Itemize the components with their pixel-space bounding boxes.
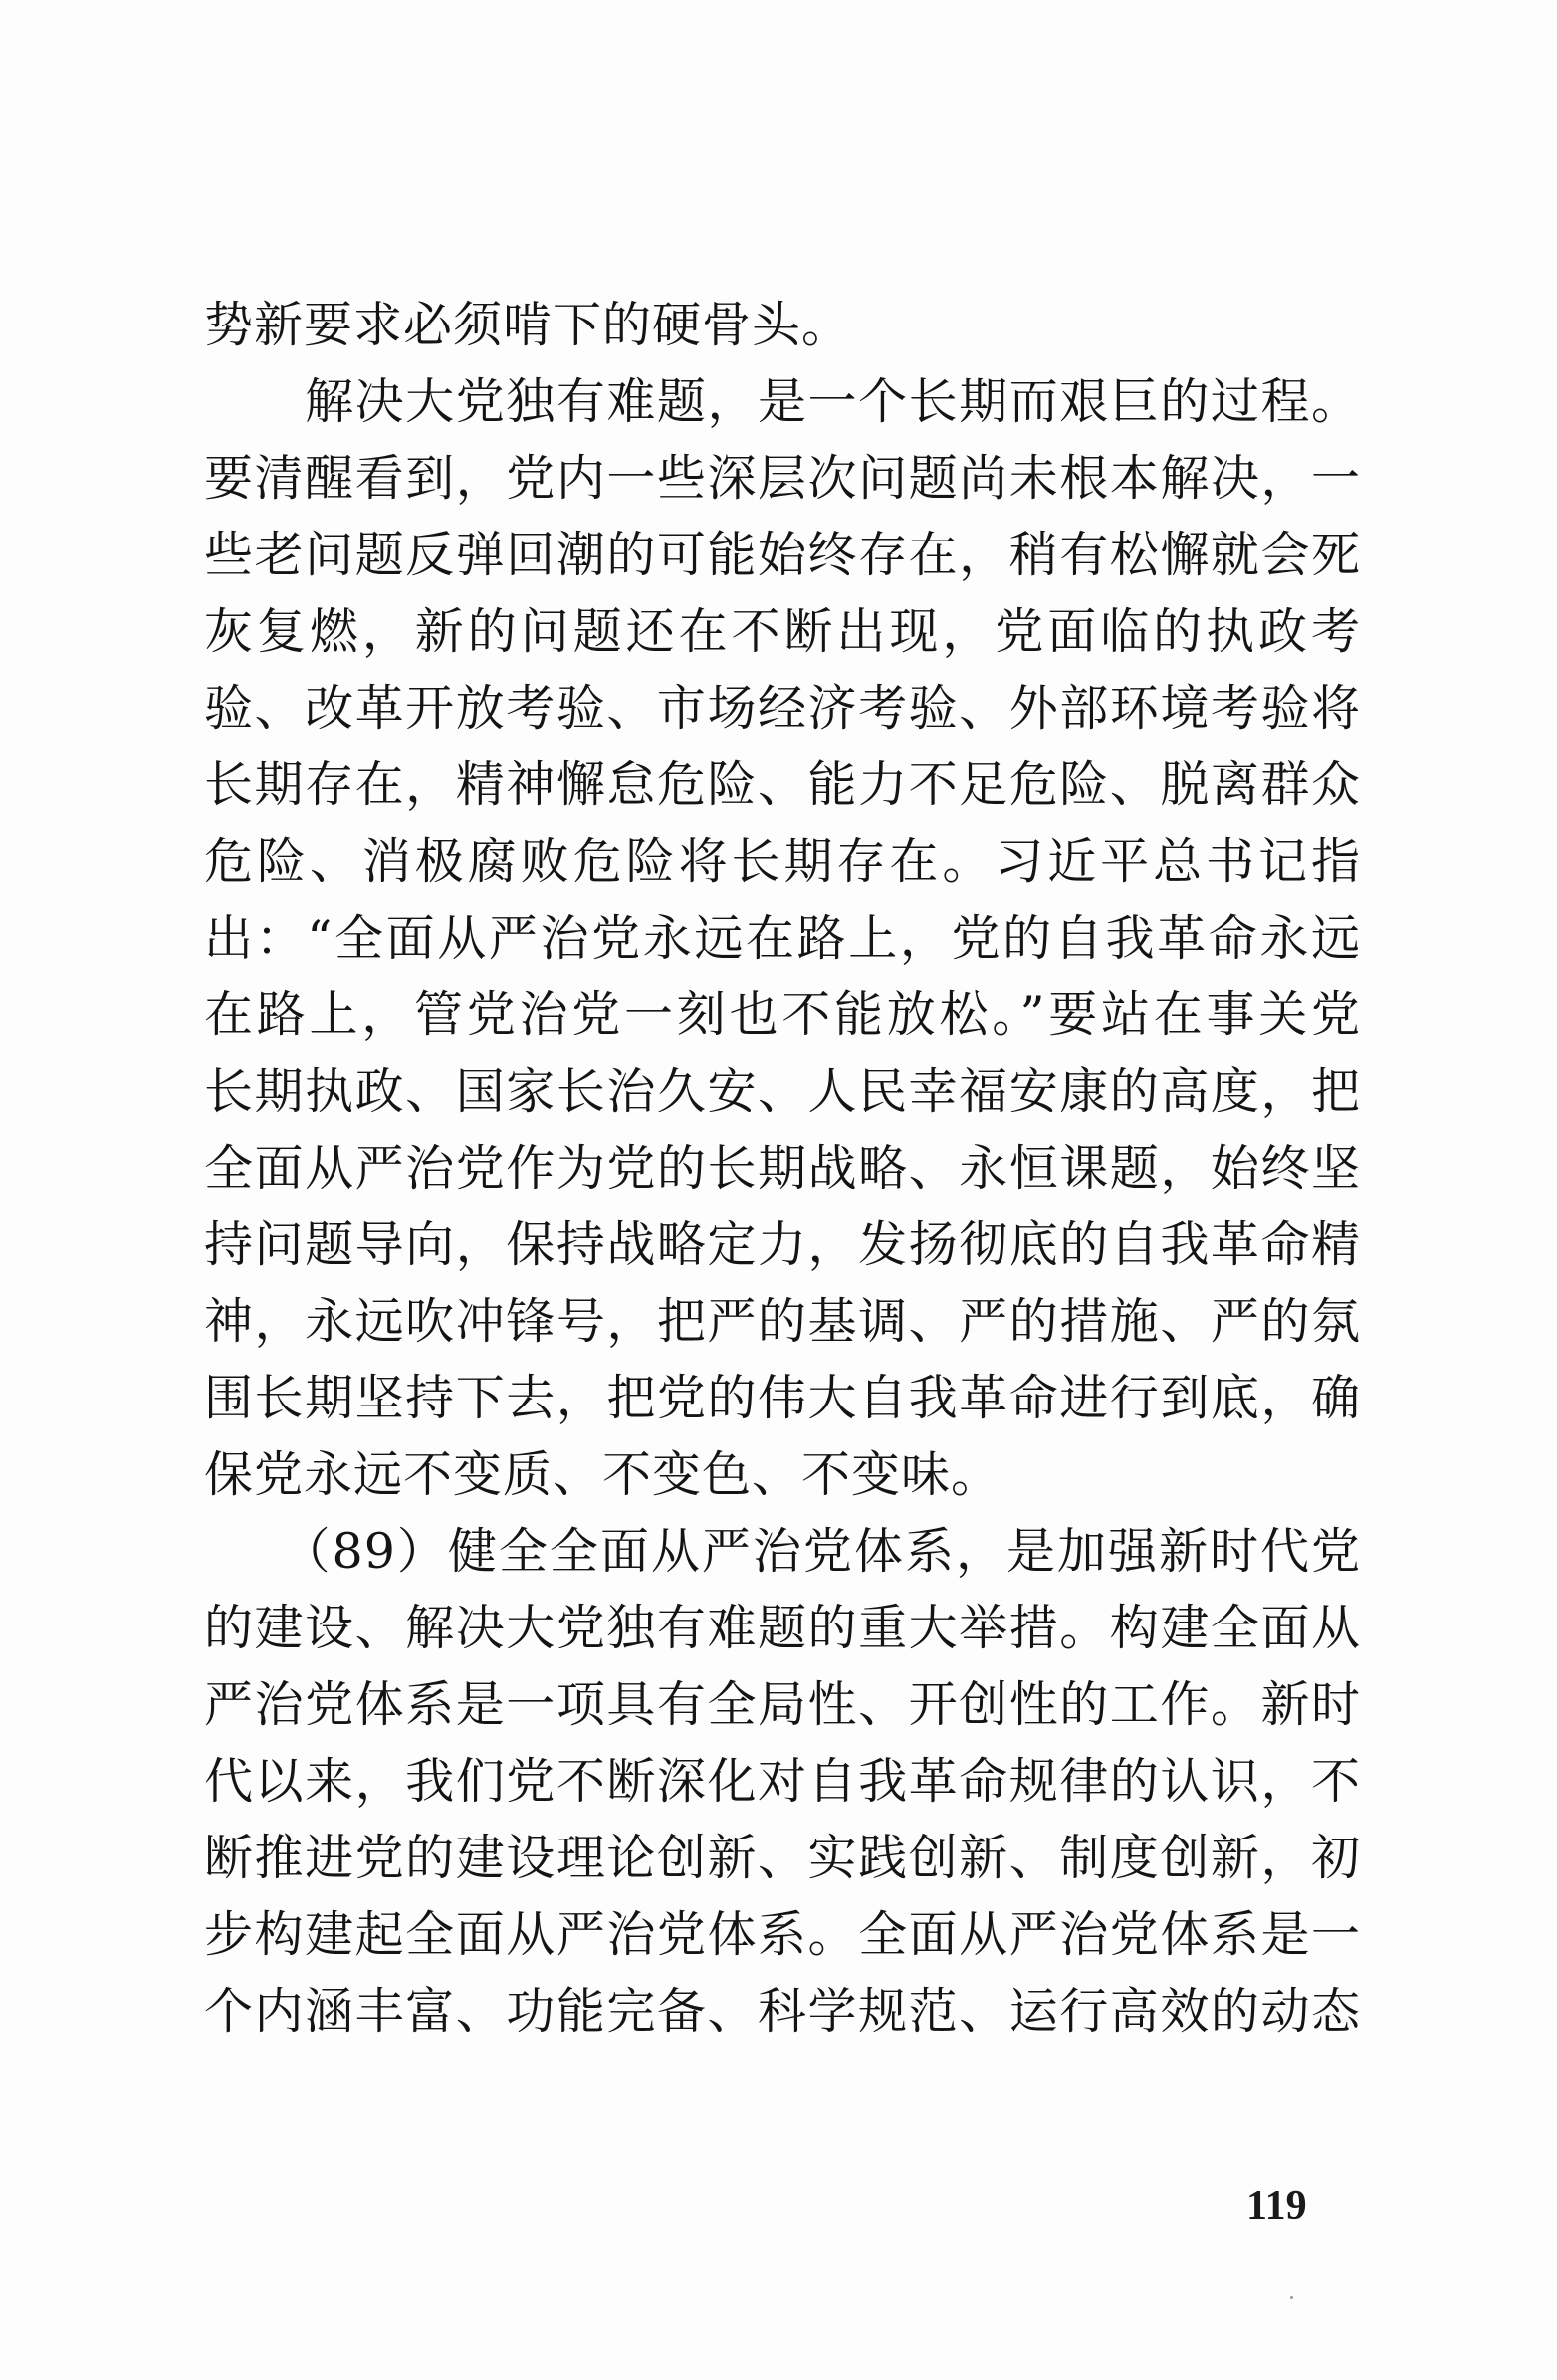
text-line: 势新要求必须啃下的硬骨头。 xyxy=(204,297,852,353)
text-line: 个内涵丰富、功能完备、科学规范、运行高效的动态 xyxy=(204,1983,1361,2040)
text-line: 危险、消极腐败危险将长期存在。习近平总书记指 xyxy=(204,833,1361,890)
text-line: 的建设、解决大党独有难题的重大举措。构建全面从 xyxy=(204,1600,1361,1656)
text-line: 严治党体系是一项具有全局性、开创性的工作。新时 xyxy=(204,1676,1361,1733)
body-text xyxy=(204,287,1361,2050)
text-line: 灰复燃，新的问题还在不断出现，党面临的执政考 xyxy=(204,603,1361,660)
text-line: 保党永远不变质、不变色、不变味。 xyxy=(204,1446,1001,1503)
text-line: 代以来，我们党不断深化对自我革命规律的认识，不 xyxy=(204,1753,1361,1810)
text-line: 围长期坚持下去，把党的伟大自我革命进行到底，确 xyxy=(204,1370,1361,1426)
text-line: 步构建起全面从严治党体系。全面从严治党体系是一 xyxy=(204,1906,1361,1963)
text-line: 出：“全面从严治党永远在路上，党的自我革命永远 xyxy=(204,910,1361,967)
text-line: 些老问题反弹回潮的可能始终存在，稍有松懈就会死 xyxy=(204,527,1361,583)
text-line: 神，永远吹冲锋号，把严的基调、严的措施、严的氛 xyxy=(204,1293,1361,1350)
text-line: 验、改革开放考验、市场经济考验、外部环境考验将 xyxy=(204,680,1361,737)
text-line: 解决大党独有难题，是一个长期而艰巨的过程。 xyxy=(204,373,1361,430)
text-line: 断推进党的建设理论创新、实践创新、制度创新，初 xyxy=(204,1830,1361,1886)
scan-speck xyxy=(1290,2296,1293,2299)
text-line: 在路上，管党治党一刻也不能放松。”要站在事关党 xyxy=(204,986,1361,1043)
text-line: 长期执政、国家长治久安、人民幸福安康的高度，把 xyxy=(204,1063,1361,1120)
text-line: （89）健全全面从严治党体系，是加强新时代党 xyxy=(204,1523,1361,1580)
page-number: 119 xyxy=(1246,2183,1307,2229)
text-line: 要清醒看到，党内一些深层次问题尚未根本解决，一 xyxy=(204,450,1361,507)
text-line: 全面从严治党作为党的长期战略、永恒课题，始终坚 xyxy=(204,1140,1361,1196)
text-line: 长期存在，精神懈怠危险、能力不足危险、脱离群众 xyxy=(204,757,1361,813)
text-line: 持问题导向，保持战略定力，发扬彻底的自我革命精 xyxy=(204,1216,1361,1273)
